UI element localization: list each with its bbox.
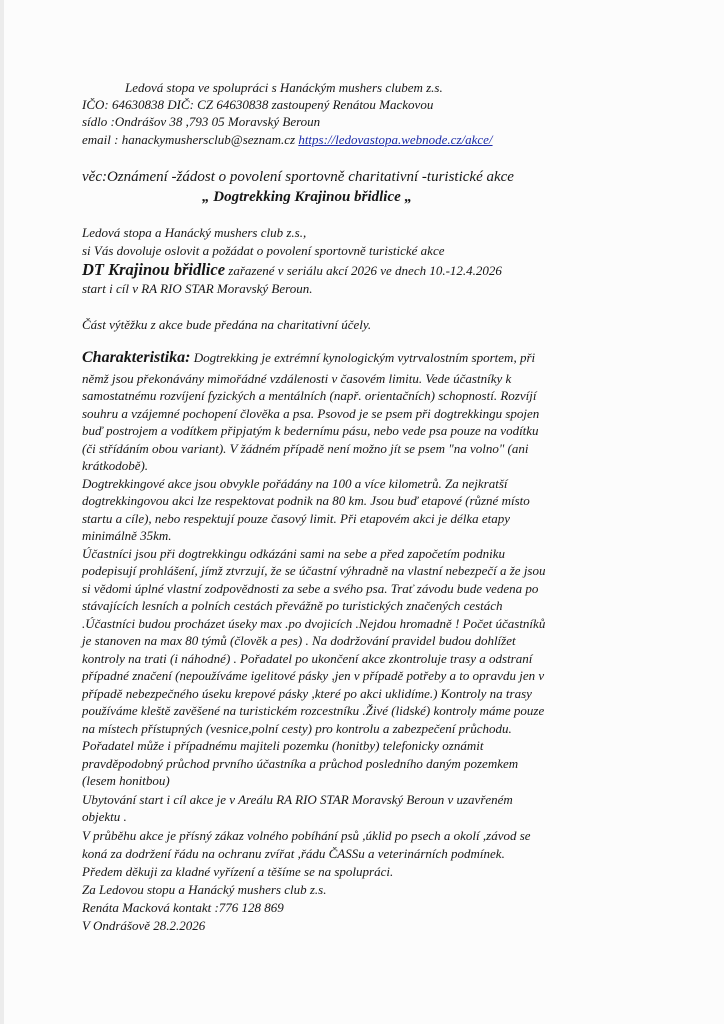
event-dates: zařazené v seriálu akcí 2026 ve dnech 10.-12.4.2026 [225, 263, 502, 278]
body-line: startu a cíle), nebo respektují pouze časový limit. Při etapovém akci je délka etapy [82, 511, 511, 526]
body-line: případné značení (nepoužíváme igelitové pásky ,jen v případě potřeby a to opravdu jen v [82, 668, 545, 683]
body-line: používáme kleště zavěšené na turistickém rozcestníku .Živé (lidské) kontroly máme pouze [82, 703, 545, 718]
event-name: DT Krajinou břidlice [82, 260, 226, 279]
body-line: podepisují prohlášení, jímž ztvrzují, že se účastní výhradně na vlastní nebezpečí a že jsou [82, 563, 546, 578]
body-line: souhru a vzájemné pochopení člověka a psa. Psovod je se psem při dogtrekkingu spojen [82, 406, 540, 421]
scan-edge [0, 0, 4, 1024]
signature-org: Za Ledovou stopu a Hanácký mushers club z.s. [82, 882, 327, 897]
body-line: V průběhu akce je přísný zákaz volného pobíhání psů ,úklid po psech a okolí ,závod se [82, 828, 531, 843]
intro-line1: Ledová stopa a Hanácký mushers club z.s., [82, 225, 307, 240]
body-line: stávajících lesních a polních cestách převážně po turistických značených cestách [82, 598, 503, 613]
body-line: Ubytování start i cíl akce je v Areálu RA RIO STAR Moravský Beroun v uzavřeném [82, 792, 513, 807]
letterhead-contact-line [82, 132, 493, 148]
signature-contact: Renáta Macková kontakt :776 128 869 [82, 900, 284, 915]
body-line: (lesem honitbou) [82, 773, 170, 788]
body-line: dogtrekkingovou akci lze respektovat podnik na 80 km. Jsou buď etapové (různé místo [82, 493, 530, 508]
signature-place-date: V Ondrášově 28.2.2026 [82, 918, 206, 933]
letterhead-ico-line: IČO: 64630838 DIČ: CZ 64630838 zastoupený Renátou Mackovou [82, 97, 434, 112]
website-link[interactable]: https://ledovastopa.webnode.cz/akce/ [298, 132, 493, 147]
body-line: Dogtrekkingové akce jsou obvykle pořádány na 100 a více kilometrů. Za nejkratší [82, 476, 508, 491]
characteristics-first-line [82, 350, 535, 366]
body-line: objektu . [82, 809, 127, 824]
body-line: krátkodobě). [82, 458, 149, 473]
subject-event-title: „ Dogtrekking Krajinou břidlice „ [202, 189, 413, 205]
characteristics-heading: Charakteristika: [82, 349, 191, 366]
body-line: případě nebezpečného úseku krepové pásky ,které po akci uklidíme.) Kontroly na trasy [82, 686, 532, 701]
body-line: na místech přístupných (vesnice,polní cesty) pro kontrolu a zabezpečení průchodu. [82, 721, 512, 736]
body-line: Pořadatel může i případnému majiteli pozemku (honitby) telefonicky oznámit [82, 738, 484, 753]
charity-note: Část výtěžku z akce bude předána na charitativní účely. [82, 317, 372, 332]
intro-line4: start i cíl v RA RIO STAR Moravský Beroun. [82, 281, 313, 296]
body-line: je stanoven na max 80 týmů (člověk a pes) . Na dodržování pravidel budou dohlížet [82, 633, 516, 648]
intro-line2: si Vás dovoluje oslovit a požádat o povolení sportovně turistické akce [82, 243, 445, 258]
letterhead-line1: Ledová stopa ve spolupráci s Hanáckým mushers clubem z.s. [125, 80, 443, 95]
body-line: pravděpodobný průchod prvního účastníka a průchod posledního daným pozemkem [82, 756, 519, 771]
body-line: buď postrojem a vodítkem připjatým k bedernímu pásu, nebo vede psa pouze na vodítku [82, 423, 539, 438]
body-line: koná za dodržení řádu na ochranu zvířat ,řádu ČASSu a veterinárních podmínek. [82, 846, 505, 861]
body-line: němž jsou překonávány mimořádné vzdálenosti v časovém limitu. Vede účastníky k [82, 371, 512, 386]
body-line: Předem děkuji za kladné vyřízení a těšíme se na spolupráci. [82, 864, 394, 879]
body-line: Účastníci jsou při dogtrekkingu odkázáni sami na sebe a před započetím podniku [82, 546, 506, 561]
intro-line3 [82, 262, 502, 279]
body-line: kontroly na trati (i náhodné) . Pořadatel po ukončení akce zkontroluje trasy a odstraní [82, 651, 533, 666]
body-line: Dogtrekking je extrémní kynologickým vytrvalostním sportem, při [190, 350, 536, 365]
subject-line: věc:Oznámení -žádost o povolení sportovně charitativní -turistické akce [82, 169, 514, 185]
body-line: .Účastníci budou procházet úseky max .po dvojicích .Nejdou hromadně ! Počet účastníků [82, 616, 546, 631]
body-line: minimálně 35km. [82, 528, 172, 543]
body-line: (či střídáním obou variant). V žádném případě není možno jít se psem "na volno" (ani [82, 441, 529, 456]
letterhead-email: email : hanackymushersclub@seznam.cz [82, 132, 296, 147]
body-line: si vědomi úplné vlastní zodpovědnosti za sebe a svého psa. Trať závodu bude vedena po [82, 581, 539, 596]
body-line: samostatnému rozvíjení fyzických a mentálních (např. orientačních) schopností. Rozvíjí [82, 388, 537, 403]
letterhead-address: sídlo :Ondrášov 38 ,793 05 Moravský Beroun [82, 114, 321, 129]
